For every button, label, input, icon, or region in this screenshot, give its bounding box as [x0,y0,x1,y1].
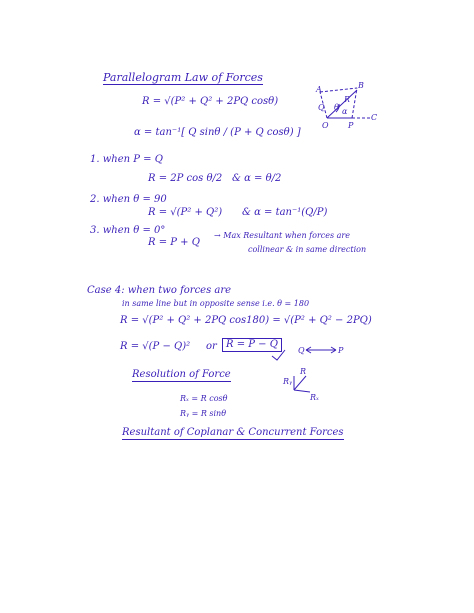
case3-resultant: R = P + Q [148,237,200,248]
heading: Parallelogram Law of Forces [103,71,263,84]
case1-resultant: R = 2P cos θ/2 [148,173,223,184]
resolution-title: Resolution of Force [132,369,231,380]
resolution-diag-ry: Rᵧ [283,377,293,386]
diag-label-a: A [316,85,322,94]
footer-heading: Resultant of Coplanar & Concurrent Forces [122,427,344,438]
diag-label-alpha: α [342,107,348,116]
case1-alpha: & α = θ/2 [232,173,282,184]
case1-label: 1. when P = Q [90,154,163,165]
case4-or: or [206,341,217,352]
alpha-formula: α = tan⁻¹[ Q sinθ / (P + Q cosθ) ] [134,127,301,138]
resolution-diag-r: R [300,367,307,376]
resolution-rx: Rₓ = R cosθ [180,394,228,403]
case3-note-1: → Max Resultant when forces are [214,231,350,240]
case3-label: 3. when θ = 0° [90,225,166,236]
resolution-diag-rx: Rₓ [310,393,319,402]
case2-resultant: R = √(P² + Q²) [148,207,223,218]
resultant-formula: R = √(P² + Q² + 2PQ cosθ) [142,96,279,107]
case4-resultant-1: R = √(P² + Q² + 2PQ cos180) = √(P² + Q² − 2PQ) [120,315,372,326]
diag-label-theta: θ [334,103,339,112]
case4-label-2: in same line but in opposite sense i.e. θ = 180 [122,299,310,308]
case4-label: Case 4: when two forces are [87,285,232,296]
case4-arrow-p: P [338,346,344,355]
case2-alpha: & α = tan⁻¹(Q/P) [242,207,328,218]
diag-label-q: Q [318,103,325,112]
case4-arrow-q: Q [298,346,305,355]
diag-label-p: P [348,121,354,130]
resolution-ry: Rᵧ = R sinθ [180,409,227,418]
diag-label-r: R [344,95,351,104]
diag-label-c: C [371,113,378,122]
diag-label-o: O [322,121,329,130]
diag-label-b: B [358,81,364,90]
case4-resultant-2: R = √(P − Q)² [120,341,191,352]
case2-label: 2. when θ = 90 [90,194,167,205]
case3-note-2: collinear & in same direction [248,245,367,254]
case4-boxed-result: R = P − Q [222,338,282,352]
